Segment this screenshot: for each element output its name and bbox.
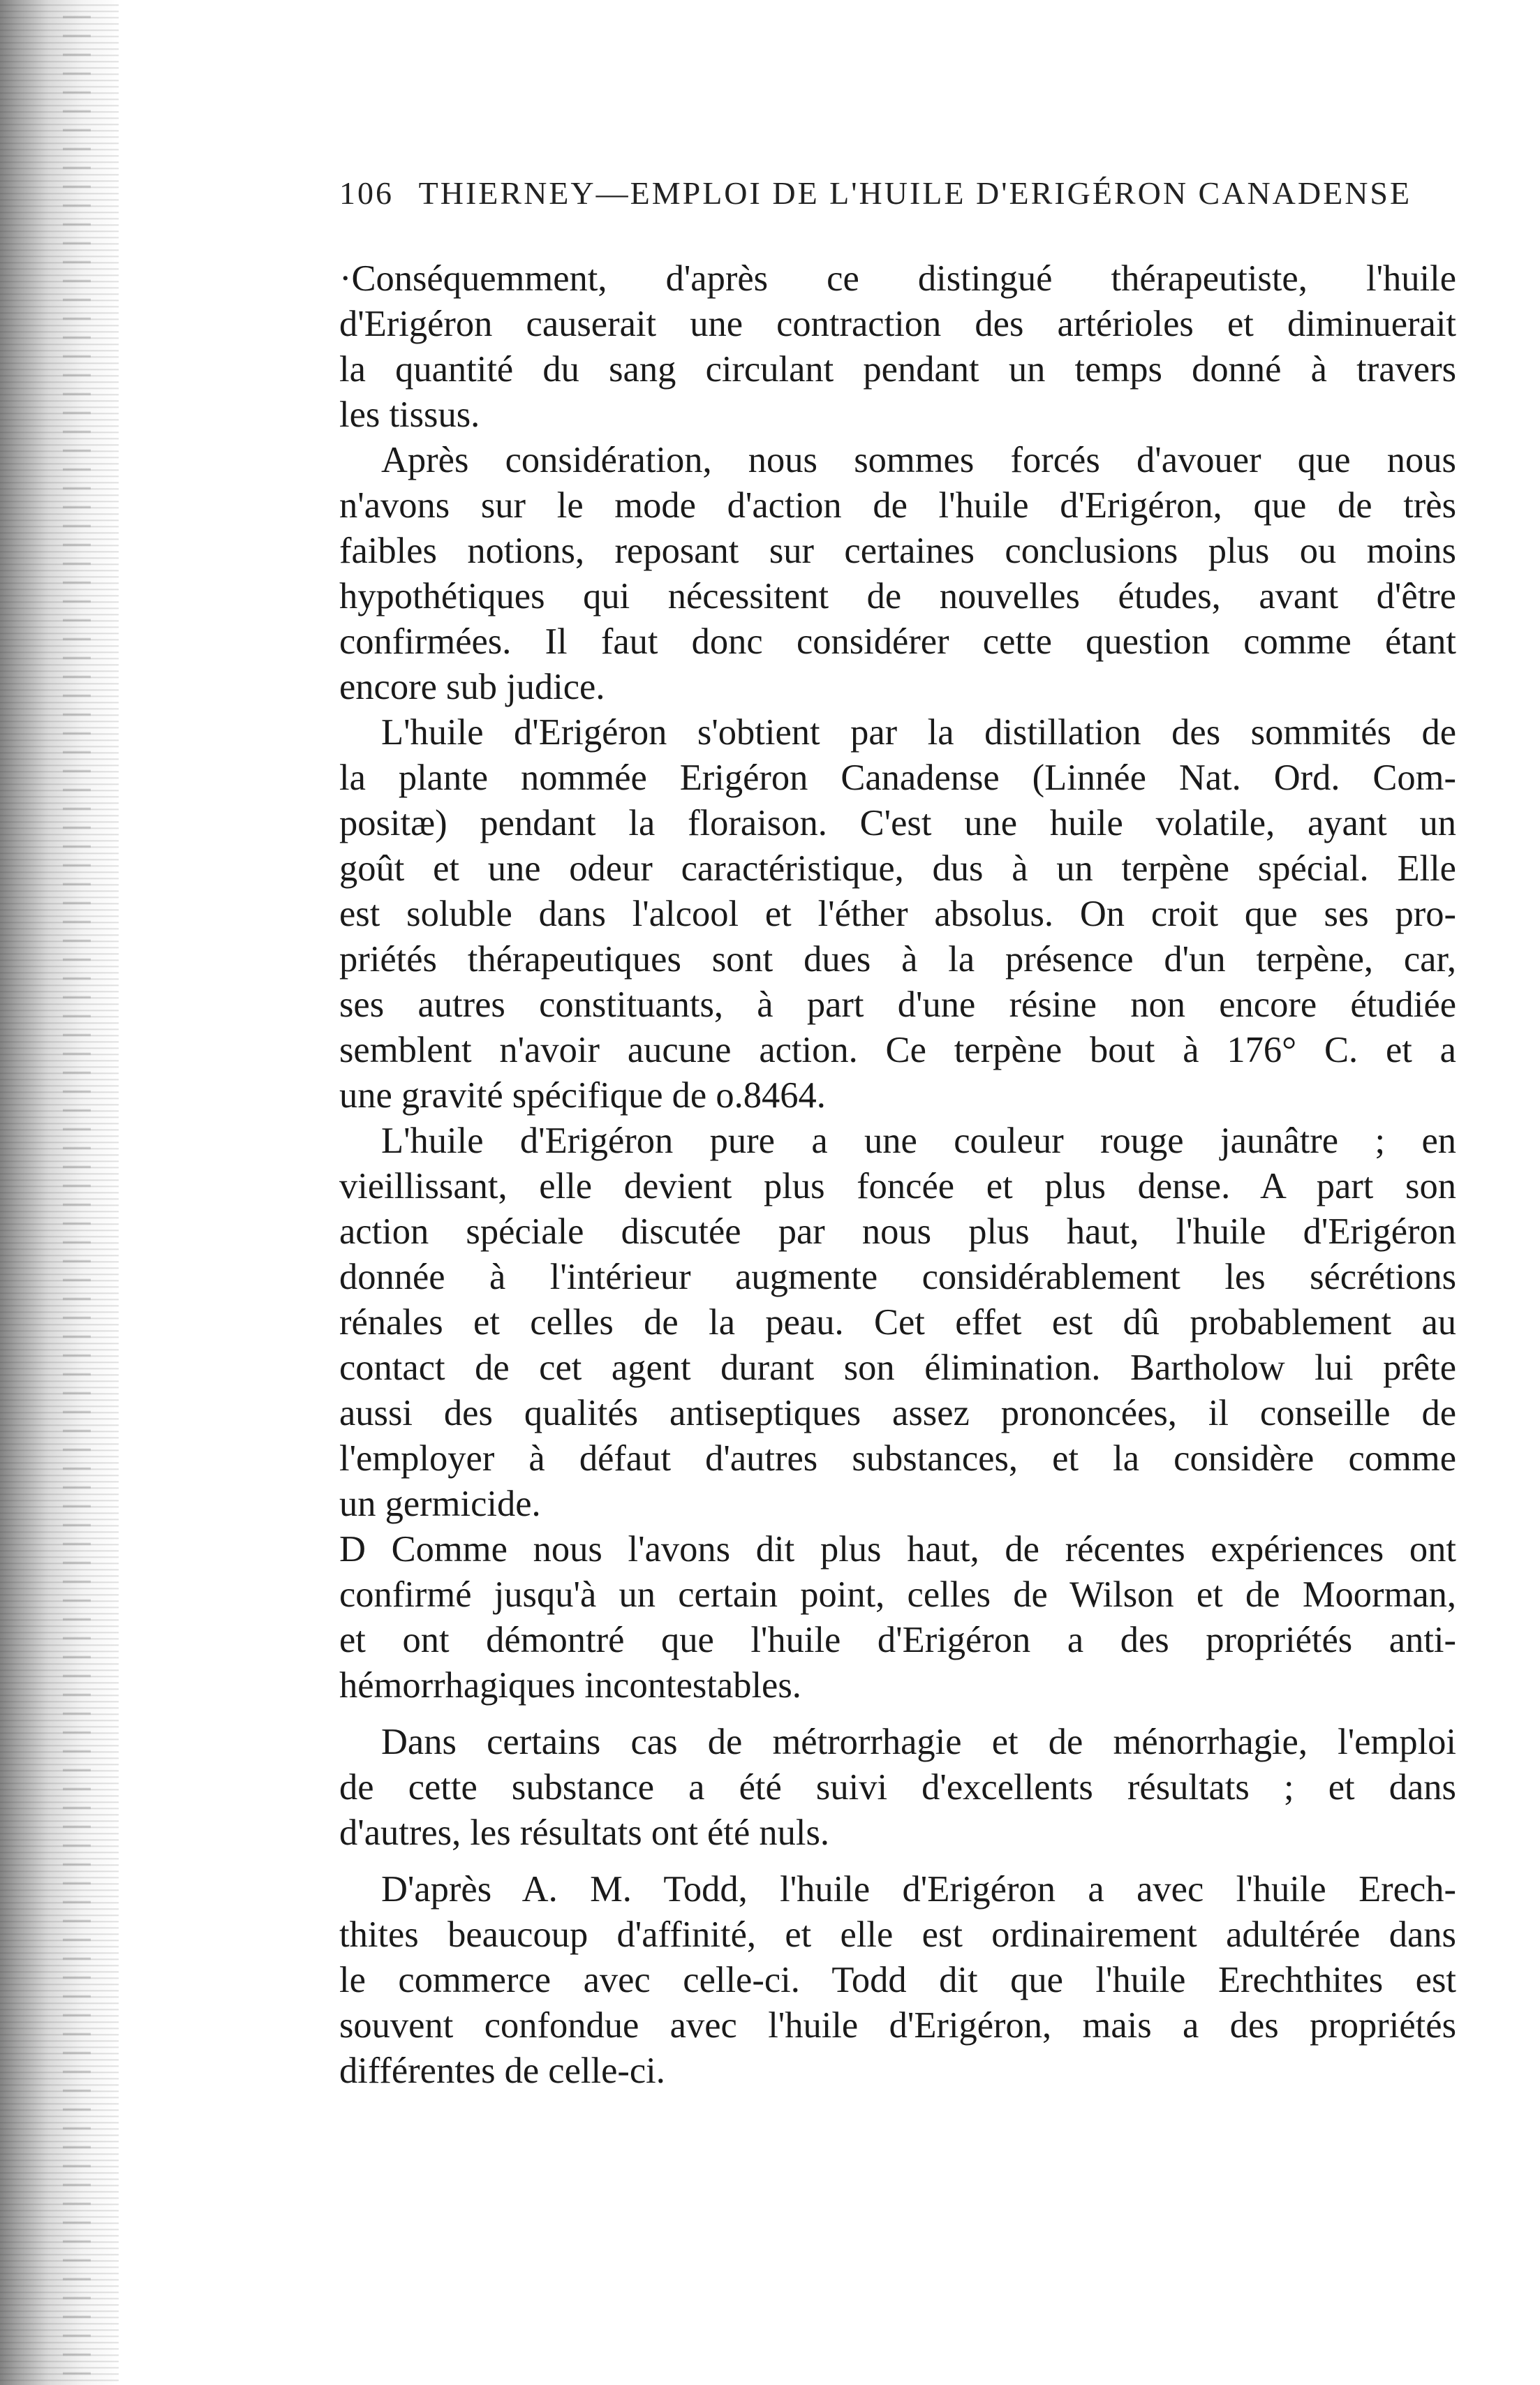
text-line: de cette substance a été suivi d'excellents résultats ; et dans [339, 1767, 1456, 1808]
running-title: THIERNEY—EMPLOI DE L'HUILE D'ERIGÉRON CANADENSE [418, 175, 1412, 211]
text-line: Après considération, nous sommes forcés d'avouer que nous [381, 440, 1456, 480]
text-line: un germicide. [339, 1484, 541, 1524]
text-line: hémorrhagiques incontestables. [339, 1665, 801, 1706]
text-line: l'employer à défaut d'autres substances, et la considère comme [339, 1438, 1456, 1479]
document-page [339, 175, 1456, 2094]
paragraph-5 [339, 1527, 1456, 1708]
text-line: semblent n'avoir aucune action. Ce terpène bout à 176° C. et a [339, 1030, 1456, 1070]
text-line: thites beaucoup d'affinité, et elle est ordinairement adultérée dans [339, 1914, 1456, 1955]
text-line: souvent confondue avec l'huile d'Erigéron, mais a des propriétés [339, 2005, 1456, 2046]
paragraph-6 [339, 1720, 1456, 1856]
text-line: le commerce avec celle-ci. Todd dit que l'huile Erechthites est [339, 1960, 1456, 2000]
text-line: et ont démontré que l'huile d'Erigéron a des propriétés anti- [339, 1620, 1456, 1660]
text-line: la quantité du sang circulant pendant un temps donné à travers [339, 349, 1456, 390]
text-line: les tissus. [339, 394, 480, 435]
page-number: 106 [339, 175, 394, 211]
text-line: vieillissant, elle devient plus foncée et plus dense. A part son [339, 1166, 1456, 1206]
text-line: priétés thérapeutiques sont dues à la présence d'un terpène, car, [339, 939, 1456, 980]
text-line: confirmé jusqu'à un certain point, celles de Wilson et de Moorman, [339, 1574, 1456, 1615]
paragraph-1 [339, 256, 1456, 438]
paragraph-2 [339, 438, 1456, 710]
text-line: L'huile d'Erigéron s'obtient par la distillation des sommités de [381, 712, 1456, 753]
text-line: goût et une odeur caractéristique, dus à un terpène spécial. Elle [339, 848, 1456, 889]
text-line: encore sub judice. [339, 667, 605, 707]
text-line: ses autres constituants, à part d'une résine non encore étudiée [339, 984, 1456, 1025]
paragraph-7 [339, 1867, 1456, 2094]
paragraph-3 [339, 710, 1456, 1118]
text-line: contact de cet agent durant son élimination. Bartholow lui prête [339, 1347, 1456, 1388]
text-line: différentes de celle-ci. [339, 2051, 665, 2091]
text-line: D'après A. M. Todd, l'huile d'Erigéron a avec l'huile Erech- [381, 1869, 1456, 1910]
text-line: confirmées. Il faut donc considérer cette question comme étant [339, 621, 1456, 662]
text-line: une gravité spécifique de o.8464. [339, 1075, 826, 1116]
text-line: rénales et celles de la peau. Cet effet est dû probablement au [339, 1302, 1456, 1343]
text-line: hypothétiques qui nécessitent de nouvelles études, avant d'être [339, 576, 1456, 616]
text-line: action spéciale discutée par nous plus haut, l'huile d'Erigéron [339, 1211, 1456, 1252]
scan-gutter-marks [63, 0, 91, 2385]
text-line: n'avons sur le mode d'action de l'huile d'Erigéron, que de très [339, 485, 1456, 526]
text-line: positæ) pendant la floraison. C'est une huile volatile, ayant un [339, 803, 1456, 843]
text-line: la plante nommée Erigéron Canadense (Linnée Nat. Ord. Com- [339, 758, 1456, 798]
text-line: donnée à l'intérieur augmente considérablement les sécrétions [339, 1257, 1456, 1297]
text-line: est soluble dans l'alcool et l'éther absolus. On croit que ses pro- [339, 894, 1456, 934]
text-line: D Comme nous l'avons dit plus haut, de récentes expériences ont [339, 1529, 1456, 1570]
text-line: d'Erigéron causerait une contraction des artérioles et diminuerait [339, 304, 1456, 344]
running-header [339, 175, 1456, 212]
text-line: Dans certains cas de métrorrhagie et de ménorrhagie, l'emploi [381, 1722, 1456, 1762]
text-line: aussi des qualités antiseptiques assez prononcées, il conseille de [339, 1393, 1456, 1433]
text-line: d'autres, les résultats ont été nuls. [339, 1812, 830, 1853]
text-line: faibles notions, reposant sur certaines conclusions plus ou moins [339, 531, 1456, 571]
scan-gutter-shadow [0, 0, 119, 2385]
text-line: ·Conséquemment, d'après ce distingué thérapeutiste, l'huile [339, 258, 1456, 299]
text-line: L'huile d'Erigéron pure a une couleur rouge jaunâtre ; en [381, 1121, 1456, 1161]
paragraph-4 [339, 1118, 1456, 1527]
